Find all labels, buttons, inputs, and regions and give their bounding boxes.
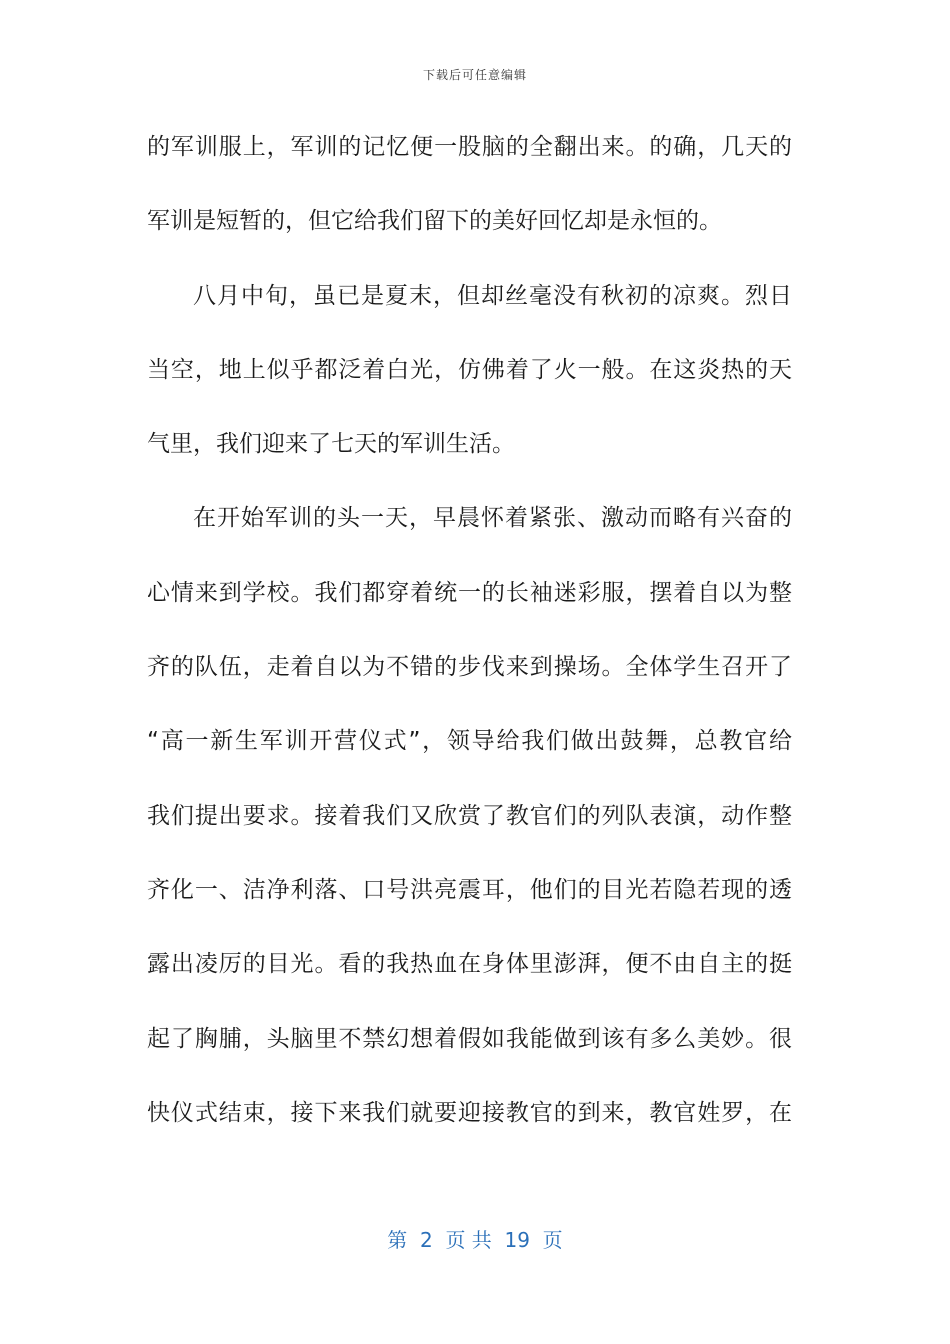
- text-line: 当空，地上似乎都泛着白光，仿佛着了火一般。在这炎热的天: [147, 356, 792, 383]
- text-line: 我们提出要求。接着我们又欣赏了教官们的列队表演，动作整: [147, 802, 792, 829]
- page-number: 第 2 页 共 19 页: [387, 1228, 563, 1252]
- text-line: 露出凌厉的目光。看的我热血在身体里澎湃，便不由自主的挺: [147, 951, 792, 978]
- header-note: 下载后可任意编辑: [422, 68, 527, 82]
- text-line: “高一新生军训开营仪式”，领导给我们做出鼓舞，总教官给: [147, 728, 792, 755]
- text-line: 心情来到学校。我们都穿着统一的长袖迷彩服，摆着自以为整: [147, 579, 792, 606]
- text-line: 起了胸脯，头脑里不禁幻想着假如我能做到该有多么美妙。很: [147, 1025, 792, 1052]
- text-line: 气里，我们迎来了七天的军训生活。: [147, 431, 515, 458]
- text-line: 齐化一、洁净利落、口号洪亮震耳，他们的目光若隐若现的透: [147, 876, 792, 903]
- document-body: [147, 120, 792, 1160]
- text-line: 的军训服上，军训的记忆便一股脑的全翻出来。的确，几天的: [147, 134, 792, 160]
- text-line: 八月中旬，虽已是夏末，但却丝毫没有秋初的凉爽。烈日: [193, 282, 792, 309]
- text-line: 齐的队伍，走着自以为不错的步伐来到操场。全体学生召开了: [147, 654, 792, 681]
- text-line: 在开始军训的头一天，早晨怀着紧张、激动而略有兴奋的: [193, 505, 792, 532]
- text-line: 军训是短暂的，但它给我们留下的美好回忆却是永恒的。: [147, 208, 722, 235]
- text-line: 快仪式结束，接下来我们就要迎接教官的到来，教官姓罗，在: [147, 1099, 792, 1126]
